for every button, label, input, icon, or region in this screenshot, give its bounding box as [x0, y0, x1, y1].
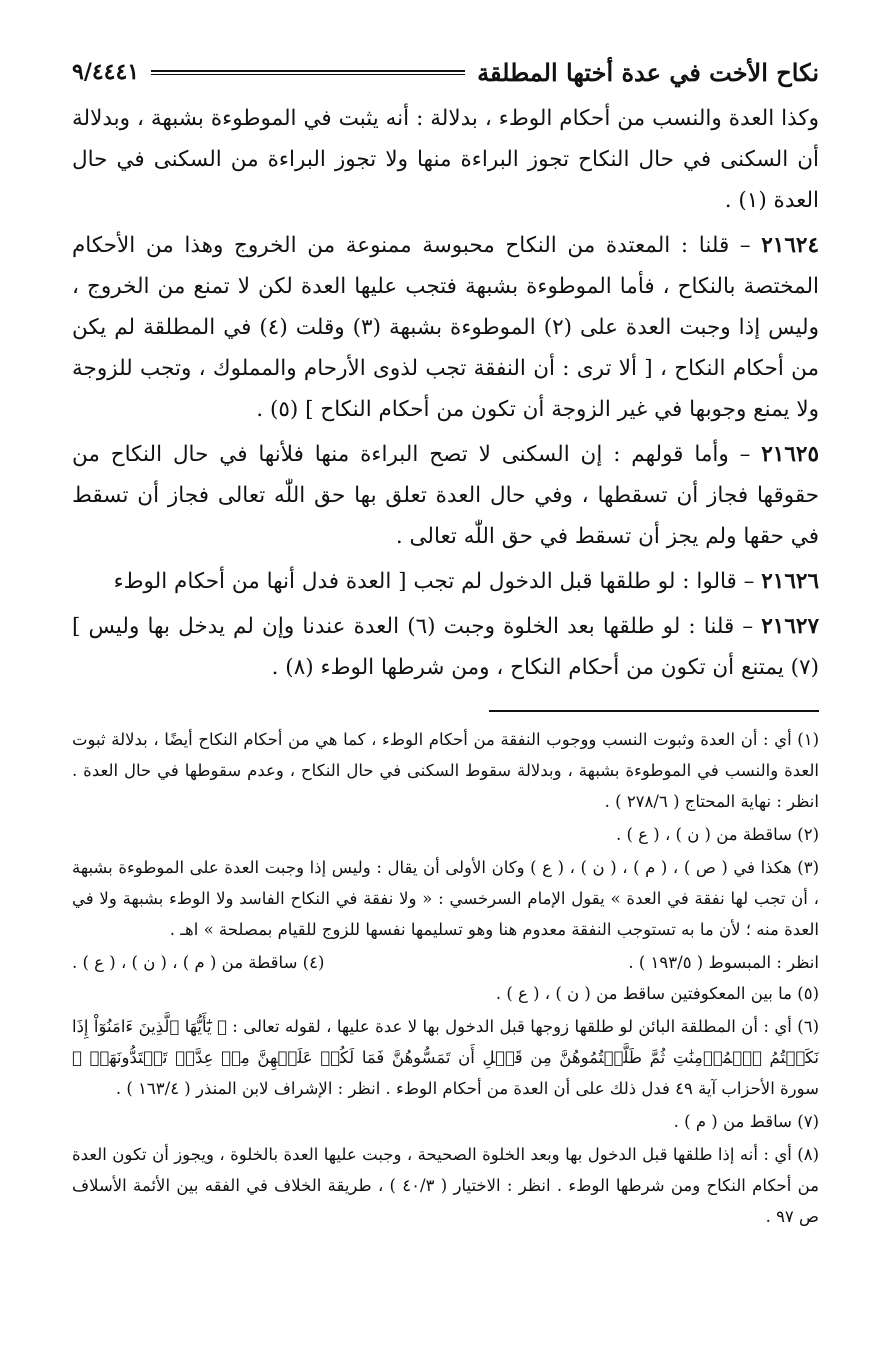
footnote-2: (٢) ساقطة من ( ن ) ، ( ع ) .: [616, 825, 819, 844]
footnote-1: (١) أي : أن العدة وثبوت النسب ووجوب النفقة من أحكام الوطء ، كما هي من أحكام النكاح أيضًا ، بدلالة ثبوت العدة والنسب في الموطوءة بشبهة ، وبدلالة سقوط السكنى في حال النكاح ، وعدم سقوطها في حال العدة . انظر : نهاية المحتاج ( ٢٧٨/٦ ) .: [72, 730, 819, 811]
issue-number: ٢١٦٢٧: [761, 614, 819, 639]
page-number: ٩/٤٤٤١: [72, 59, 140, 85]
footnote-3: (٣) هكذا في ( ص ) ، ( م ) ، ( ن ) ، ( ع ) وكان الأولى أن يقال : وليس إذا وجبت العدة على الموطوءة بشبهة ، أن تجب لها نفقة في العدة » يقول الإمام السرخسي : « ولا نفقة في النكاح الفاسد ولا الوطء بشبهة ولا في العدة منه ؛ لأن ما به تستوجب النفقة معدوم هنا وهو تسليمها نفسها للزوج للقيام بمصلحة » اهـ .: [72, 858, 819, 939]
paragraph-text: – قلنا : لو طلقها بعد الخلوة وجبت (٦) العدة عندنا وإن لم يدخل بها وليس ] (٧) يمتنع أن تكون من أحكام النكاح ، ومن شرطها الوطء (٨) .: [72, 614, 819, 680]
footnotes: [72, 724, 819, 1232]
main-text: [72, 98, 819, 688]
running-title: نكاح الأخت في عدة أختها المطلقة: [477, 57, 819, 87]
footnote-row: [72, 947, 819, 978]
issue-number: ٢١٦٢٦: [761, 569, 819, 594]
paragraph-text: – قالوا : لو طلقها قبل الدخول لم تجب [ العدة فدل أنها من أحكام الوطء: [113, 569, 762, 594]
footnote-4: (٤) ساقطة من ( م ) ، ( ن ) ، ( ع ) .: [72, 953, 325, 972]
paragraph-text: – قلنا : المعتدة من النكاح محبوسة ممنوعة من الخروج وهذا من الأحكام المختصة بالنكاح ، فأما الموطوءة بشبهة فتجب عليها العدة لكن لا تمنع من الخروج ، وليس إذا وجبت العدة على (٢) الموطوءة بشبهة (٣) وقلت (٤) في المطلقة لم يكن من أحكام النكاح ، [ ألا ترى : أن النفقة تجب لذوى الأرحام والمملوك ، وتجب للزوجة ولا يمنع وجوبها في غير الزوجة أن تكون من أحكام النكاح ] (٥) .: [72, 233, 819, 422]
issue-number: ٢١٦٢٤: [761, 233, 819, 258]
paragraph-text: – وأما قولهم : إن السكنى لا تصح البراءة منها فلأنها في حال النكاح من حقوقها فجاز أن تسقطها ، وفي حال العدة تعلق بها حق اللّٰه تعالى فجاز أن تسقط في حقها ولم يجز أن تسقط في حق اللّٰه تعالى .: [72, 442, 819, 549]
footnote-6: (٦) أي : أن المطلقة البائن لو طلقها زوجها قبل الدخول بها لا عدة عليها ، لقوله تعالى : ﴿ يَٰٓأَيُّهَا ٱلَّذِينَ ءَامَنُوٓاْ إِذَا نَكَحۡتُمُ ٱلۡمُؤۡمِنَٰتِ ثُمَّ طَلَّقۡتُمُوهُنَّ مِن قَبۡلِ أَن تَمَسُّوهُنَّ فَمَا لَكُمۡ عَلَيۡهِنَّ مِنۡ عِدَّةٖ تَعۡتَدُّونَهَاۖ ﴾ سورة الأحزاب آية ٤٩ فدل ذلك على أن العدة من أحكام الوطء . انظر : الإشراف لابن المنذر ( ١٦٣/٤ ) .: [72, 1017, 819, 1098]
running-header: [72, 52, 819, 92]
footnote-7: (٧) ساقط من ( م ) .: [673, 1112, 819, 1131]
footnote-5: (٥) ما بين المعكوفتين ساقط من ( ن ) ، ( ع ) .: [495, 984, 819, 1003]
paragraph: [72, 434, 819, 557]
paragraph: [72, 225, 819, 430]
paragraph: [72, 561, 819, 602]
header-rule: [151, 70, 465, 75]
issue-number: ٢١٦٢٥: [761, 442, 819, 467]
paragraph: وكذا العدة والنسب من أحكام الوطء ، بدلالة : أنه يثبت في الموطوءة بشبهة ، وبدلالة أن السكنى في حال النكاح تجوز البراءة منها ولا تجوز البراءة من السكنى في حال العدة (١) .: [72, 106, 819, 213]
footnote-8: (٨) أي : أنه إذا طلقها قبل الدخول بها وبعد الخلوة الصحيحة ، وجبت عليها العدة بالخلوة ، ويجوز أن تكون العدة من أحكام النكاح ومن شرطها الوطء . انظر : الاختيار ( ٤٠/٣ ) ، طريقة الخلاف في الفقه بين الأئمة الأسلاف ص ٩٧ .: [72, 1145, 819, 1226]
paragraph: [72, 606, 819, 688]
footnote-3-reference: انظر : المبسوط ( ١٩٣/٥ ) .: [628, 953, 819, 972]
footnote-separator: [489, 710, 819, 712]
